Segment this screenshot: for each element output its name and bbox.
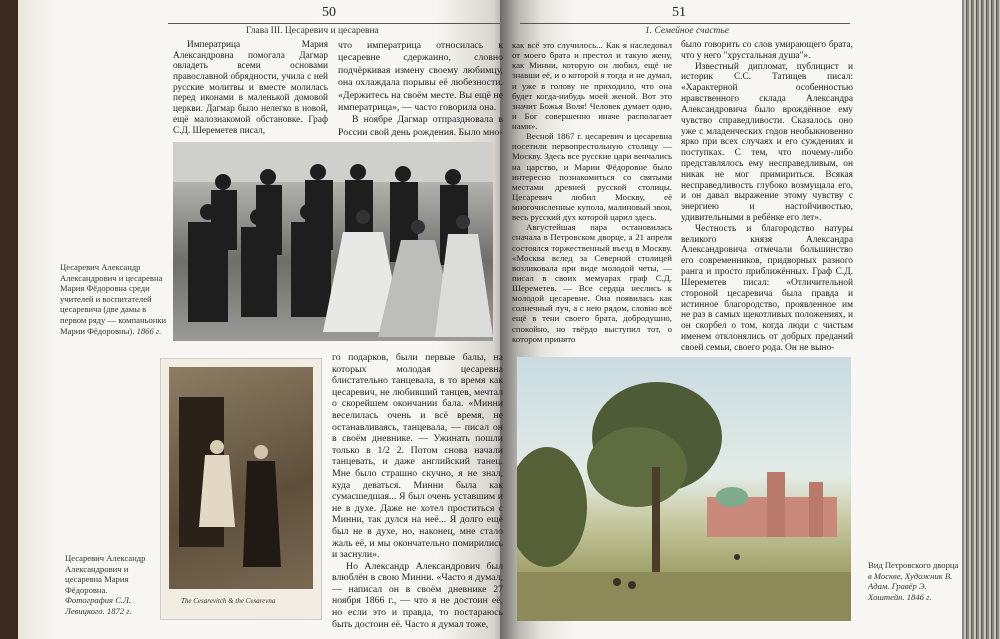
paragraph: Честность и благородство натуры великого князя Александра Александровича отмечали большинство его современников, придворных разного ранга и просто приближённых. Граф С.Д. Шереметев писал: «Отличительной стороной цесаревича была правда и истинное благородство, проявленное им не раз в самых щекотливых положениях, и он скорбел о том, когда люди с чистым именем отклонялись от добрых преданий своей семьи, своего рода. Он не выно- bbox=[681, 223, 853, 353]
paragraph: было говорить со слов умирающего брата, что у него "хрустальная душа"». bbox=[681, 40, 853, 61]
text-column-1 bbox=[512, 40, 672, 344]
caption-text: Цесаревич Александр Александрович и цесаревна Мария Фёдоровна. bbox=[65, 553, 146, 595]
running-head: Глава III. Цесаревич и цесаревна bbox=[246, 26, 379, 36]
paragraph: как всё это случилось... Как я наследовал от моего брата и престол и такую жену, как Минни, которую он любил, ещё не знавши её, и о которой я тогда и не думал, и уже в голову не приходило, что она будет когда-нибудь моей женой. Вот это значит Божья Воля! Человек думает одно, и Бог совершенно иначе располагает нами». bbox=[512, 40, 672, 131]
paragraph: го подарков, были первые балы, на которых молодая цесаревна блистательно танцевала, в то время как цесаревич, не любивший танцев, мечтал о скорейшем окончании бала. «Минни веселилась очень и всё время, не останавливаясь, танцевала, — писал он в своём дневнике. — Ужинать пошли только в 1/2 2. Потом снова начали танцевать, и даже английский танец. Мне было страшно скучно, я не знал, куда деваться. Минни была как сумасшедшая... Я был очень уставшим и не в духе. Даже не хотел проститься с Минни, так дулся на неё... Я долго ещё был не в духе, но, наконец, мне стало жаль её, и мы окончательно помирились и заснули». bbox=[332, 352, 503, 561]
caption-date: 1866 г. bbox=[136, 325, 162, 336]
page-number: 51 bbox=[672, 5, 686, 20]
header-rule bbox=[168, 23, 503, 24]
left-page bbox=[18, 0, 508, 639]
paragraph: что императрица относилась к цесаревне сдержанно, словно подчёркивая измену своему любимцу, она охлаждала порывы её любезности. «Держитесь на своём месте. Вы ещё не императрица», — часто говорила она. bbox=[338, 40, 503, 114]
portrait-photo bbox=[160, 358, 322, 620]
text-column-3 bbox=[332, 352, 503, 630]
running-head: 1. Семейное счастье bbox=[645, 26, 729, 36]
text-column-2 bbox=[338, 40, 503, 139]
petrovsky-palace-painting bbox=[517, 357, 851, 621]
caption-credit: Фотография С.Л. Левицкого. 1872 г. bbox=[65, 595, 132, 616]
page-edges bbox=[962, 0, 1000, 639]
caption-credit: в Москве. Художник В. Адам. Гравёр Э. Хоштейн. 1846 г. bbox=[868, 570, 953, 602]
photo-inscription: The Cesarevitch & the Cesarevna bbox=[181, 597, 276, 605]
caption-portrait bbox=[65, 553, 157, 617]
caption-text: Цесаревич Александр Александрович и цесаревна Мария Фёдоровна среди учителей и воспитателей цесаревича (две дамы в первом ряду — компаньонки Марии Фёдоровны). bbox=[60, 262, 167, 336]
page-number: 50 bbox=[322, 5, 336, 20]
caption-painting bbox=[868, 560, 960, 602]
paragraph: Императрица Мария Александровна помогала Дагмар овладеть всеми основами православной обрядности, учила с ней русские молитвы и вместе молилась перед иконами в маленькой домовой церкви. Дагмар было нелегко в новой, ещё малознакомой обстановке. Граф С.Д. Шереметев писал, bbox=[173, 40, 328, 136]
paragraph: Известный дипломат, публицист и историк С.С. Татищев писал: «Характерной особенностью нравственного склада Александра Александровича было врождённое ему чувство справедливости. Сказалось оно уже с младенческих годов необыкновенно ярко при всех случаях и его суждениях и поступках. С тем, что почему-либо представлялось ему несправедливым, он никак не мог примириться. Всякая несправедливость глубоко возмущала его, и он давал выражение этому чувству с энергиею и настойчивостью, удивительными в ребёнке его лет». bbox=[681, 61, 853, 223]
right-page bbox=[500, 0, 965, 639]
group-photo bbox=[173, 142, 493, 341]
paragraph: Но Александр Александрович был влюблён в свою Минни. «Часто я думал, — написал он в своём дневнике 27 ноября 1866 г., — что я не достоин её, но если это и правда, то постараюсь быть достоин её. Часто я думал тоже, bbox=[332, 560, 503, 630]
paragraph: В ноябре Дагмар отпраздновала в России свой день рождения. Было мно- bbox=[338, 114, 503, 138]
paragraph: Весной 1867 г. цесаревич и цесаревна посетили первопрестольную столицу — Москву. Здесь все русские цари венчались на царство, и Марии Фёдоровне было интересно познакомиться со святыми местами древней русской столицы. Цесаревич любил Москву, её многочисленные купола, малиновый звон, весь русский дух которой царил здесь. bbox=[512, 131, 672, 223]
text-column-2 bbox=[681, 40, 853, 354]
text-column-1 bbox=[173, 40, 328, 136]
caption-group-photo bbox=[60, 262, 170, 336]
header-rule bbox=[520, 23, 850, 24]
caption-text: Вид Петровского дворца bbox=[868, 560, 959, 570]
paragraph: Августейшая пара остановилась сначала в Петровском дворце, а 21 апреля состоялся торжественный въезд в Москву. «Москва вслед за Северной столицей возликовала при виде молодой четы, — писал в своих мемуарах граф С.Д. Шереметев. — Все сердца неслись к молодой цесаревне. Она появилась как солнечный луч, а с нею рядом, словно всё ещё в тени своего брата, добродушно, спокойно, но твёрдо выступил тот, о котором принято bbox=[512, 222, 672, 344]
